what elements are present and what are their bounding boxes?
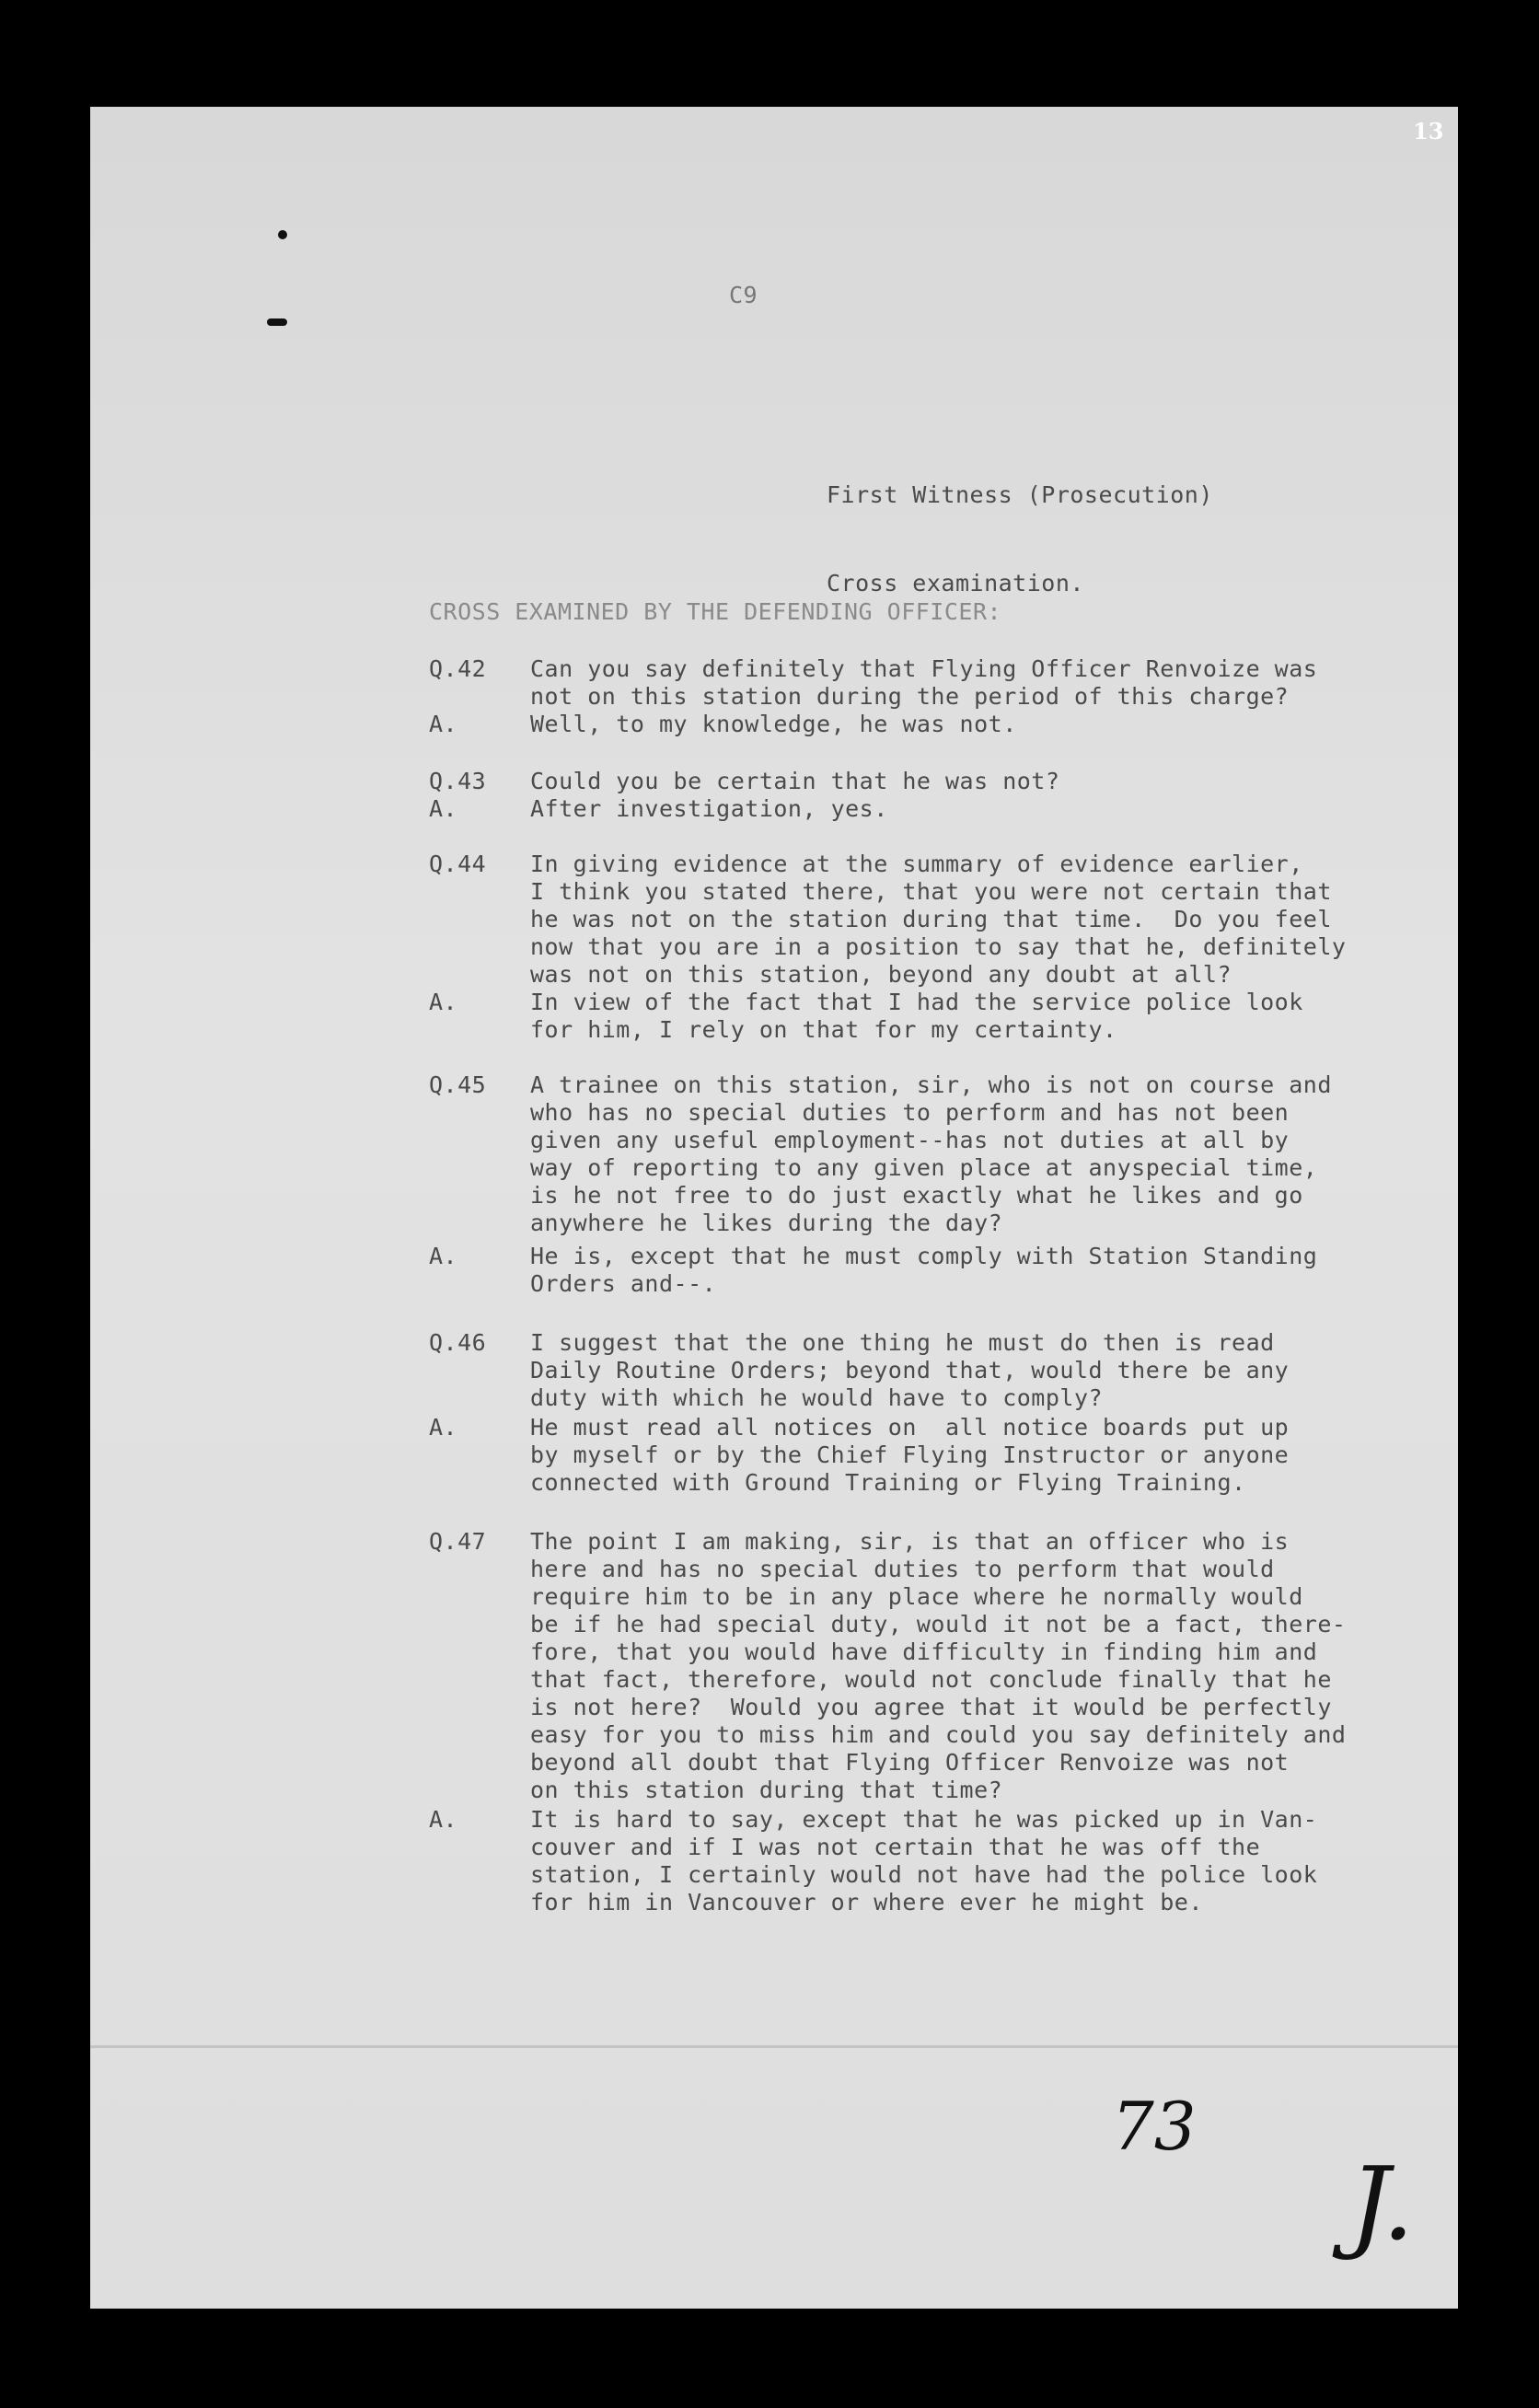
qa-label: Q.42 [429, 655, 487, 682]
qa-text: A trainee on this station, sir, who is not on course and who has no special duties to perform and has not been given any useful employment--has not duties at all by way of reporting to any given place at anyspecial time, is he not free to do just exactly what he likes and go anywhere he likes during the day? [530, 1071, 1332, 1236]
qa-label: Q.47 [429, 1528, 487, 1555]
qa-label: Q.43 [429, 768, 487, 794]
qa-label: A. [429, 711, 458, 737]
witness-heading [827, 422, 1213, 628]
qa-text: Can you say definitely that Flying Officer Renvoize was not on this station during the period of this charge? [530, 655, 1318, 710]
qa-text: In view of the fact that I had the service police look for him, I rely on that for my certainty. [530, 989, 1303, 1043]
qa-text: After investigation, yes. [530, 795, 888, 822]
qa-label: Q.45 [429, 1071, 487, 1098]
qa-text: He must read all notices on all notice boards put up by myself or by the Chief Flying Instructor or anyone connected with Ground Training or Flying Training. [530, 1414, 1290, 1496]
qa-item [429, 851, 1347, 988]
qa-label: Q.44 [429, 851, 487, 877]
punch-mark-top [278, 230, 287, 239]
qa-item [429, 1806, 1318, 1916]
qa-text: Could you be certain that he was not? [530, 768, 1060, 794]
qa-text: Well, to my knowledge, he was not. [530, 711, 1017, 737]
qa-item [429, 1528, 1347, 1803]
qa-item [429, 1329, 1290, 1412]
qa-item [429, 1243, 1318, 1326]
page-fold-line [90, 2045, 1458, 2048]
qa-label: A. [429, 1243, 458, 1269]
qa-text: The point I am making, sir, is that an officer who is here and has no special duties to perform that would require him to be in any place where he normally would be if he had special duty, would it not be a fact, there- fore, that you would have difficulty in finding him and that fact, therefore, would not conclude finally that he is not here? Would you agree that it would be perfectly easy for you to miss him and could you say definitely and beyond all doubt that Flying Officer Renvoize was not on this station during that time? [530, 1528, 1347, 1803]
handwritten-initial: J. [1349, 2145, 1415, 2263]
qa-text: I suggest that the one thing he must do then is read Daily Routine Orders; beyond that, would there be any duty with which he would have to comply? [530, 1329, 1290, 1411]
qa-text: He is, except that he must comply with Station Standing Orders and--. [530, 1243, 1318, 1297]
qa-label: A. [429, 1806, 458, 1833]
stamp-code: C9 [729, 282, 758, 308]
heading-line-2: Cross examination. [827, 570, 1084, 596]
qa-item [429, 1071, 1332, 1236]
section-title: CROSS EXAMINED BY THE DEFENDING OFFICER: [429, 598, 1002, 625]
punch-mark-bottom [267, 318, 287, 326]
handwritten-number: 73 [1112, 2088, 1197, 2165]
qa-text: It is hard to say, except that he was picked up in Van- couver and if I was not certain that he was off the station, I certainly would not have had the police look for him in Vancouver or where ever he might be. [530, 1806, 1318, 1916]
qa-label: A. [429, 1414, 458, 1441]
qa-text: In giving evidence at the summary of evidence earlier, I think you stated there, that you were not certain that he was not on the station during that time. Do you feel now that you are in a position to say that he, definitely was not on this station, beyond any doubt at all? [530, 851, 1347, 988]
qa-label: A. [429, 795, 458, 822]
qa-item [429, 1414, 1290, 1497]
qa-label: A. [429, 989, 458, 1015]
qa-label: Q.46 [429, 1329, 487, 1356]
heading-line-1: First Witness (Prosecution) [827, 481, 1213, 508]
page-number: 13 [1413, 118, 1444, 145]
qa-item [429, 989, 1303, 1071]
